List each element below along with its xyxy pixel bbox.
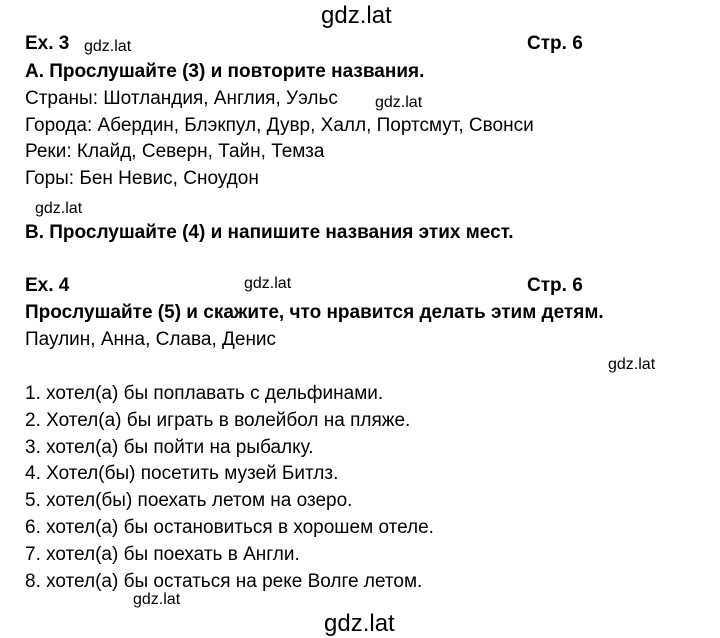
watermark-bottom: gdz.lat bbox=[324, 610, 395, 637]
exercise-3-task-b: B. Прослушайте (4) и напишите названия этих мест. bbox=[25, 222, 514, 243]
exercise-3-line: Реки: Клайд, Северн, Тайн, Темза bbox=[25, 141, 325, 162]
watermark: gdz.lat bbox=[133, 591, 181, 608]
answer-item: 6. хотел(а) бы остановиться в хорошем отеле. bbox=[25, 517, 434, 538]
exercise-3-line: Города: Абердин, Блэкпул, Дувр, Халл, Портсмут, Свонси bbox=[25, 115, 534, 136]
exercise-4-label: Ex. 4 bbox=[25, 275, 70, 296]
answer-item: 8. хотел(а) бы остаться на реке Волге летом. bbox=[25, 571, 423, 592]
answer-item: 2. Хотел(а) бы играть в волейбол на пляже. bbox=[25, 410, 411, 431]
exercise-4-task: Прослушайте (5) и скажите, что нравится делать этим детям. bbox=[25, 302, 604, 323]
exercise-3-page: Стр. 6 bbox=[527, 33, 583, 54]
watermark: gdz.lat bbox=[244, 275, 292, 292]
exercise-3-label: Ex. 3 bbox=[25, 33, 70, 54]
exercise-4-page: Стр. 6 bbox=[527, 275, 583, 296]
answer-item: 1. хотел(а) бы поплавать с дельфинами. bbox=[25, 383, 384, 404]
answer-item: 4. Хотел(бы) посетить музей Битлз. bbox=[25, 463, 339, 484]
exercise-3-line: Горы: Бен Невис, Сноудон bbox=[25, 168, 259, 189]
watermark: gdz.lat bbox=[375, 94, 423, 111]
answer-item: 3. хотел(а) бы пойти на рыбалку. bbox=[25, 437, 314, 458]
answer-item: 5. хотел(бы) поехать летом на озеро. bbox=[25, 490, 353, 511]
watermark-top: gdz.lat bbox=[321, 2, 392, 29]
watermark: gdz.lat bbox=[35, 200, 83, 217]
exercise-4-names: Паулин, Анна, Слава, Денис bbox=[25, 329, 277, 350]
exercise-3-line: Страны: Шотландия, Англия, Уэльс bbox=[25, 88, 338, 109]
answer-item: 7. хотел(а) бы поехать в Англи. bbox=[25, 544, 300, 565]
watermark: gdz.lat bbox=[84, 38, 132, 55]
exercise-3-task-a: A. Прослушайте (3) и повторите названия. bbox=[25, 61, 425, 82]
watermark: gdz.lat bbox=[608, 356, 656, 373]
